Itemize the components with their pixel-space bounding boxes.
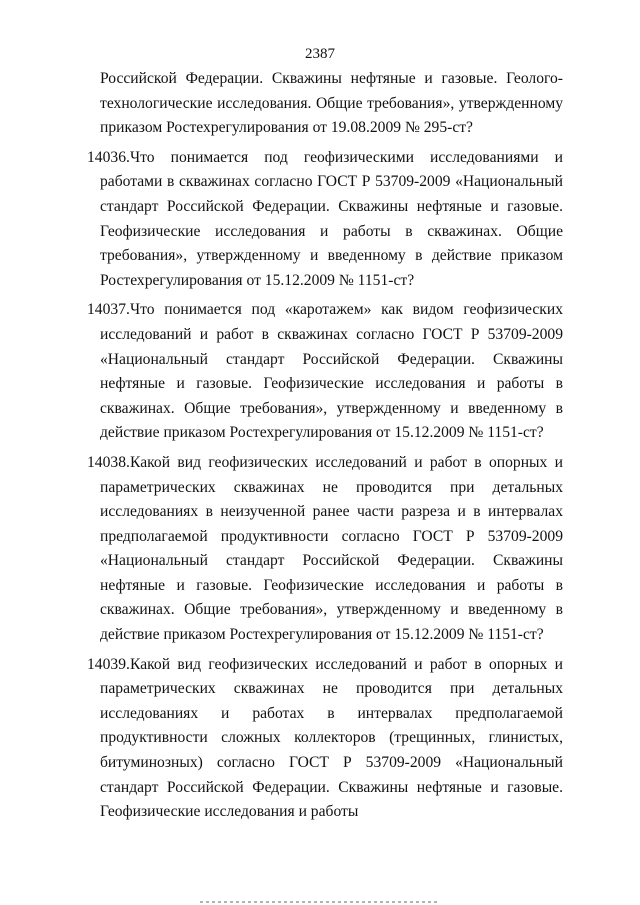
question-text: Какой вид геофизических исследований и работ в опорных и параметрических скважинах не проводится при детальных исследованиях и работах в интервалах предполагаемой продуктивности сложных коллекторов (трещинных, глинистых, битуминозных) согласно ГОСТ Р 53709-2009 «Национальный стандарт Российской Федерации. Скважины нефтяные и газовые. Геофизические исследования и работы (100, 655, 563, 821)
document-body (87, 67, 563, 825)
question-number: 14036. (87, 148, 130, 166)
question-14037 (87, 298, 563, 446)
question-14039 (87, 653, 563, 825)
question-text: Что понимается под «каротажем» как видом геофизических исследований и работ в скважинах согласно ГОСТ Р 53709-2009 «Национальный стандарт Российской Федерации. Скважины нефтяные и газовые. Геофизические исследования и работы в скважинах. Общие требования», утвержденному и введенному в действие приказом Ростехрегулирования от 15.12.2009 № 1151-ст? (100, 301, 563, 442)
question-14038 (87, 451, 563, 648)
scan-edge-mark (200, 901, 440, 903)
question-text: Какой вид геофизических исследований и работ в опорных и параметрических скважинах не проводится при детальных исследованиях в неизученной ранее части разреза и в интервалах предполагаемой продуктивности согласно ГОСТ Р 53709-2009 «Национальный стандарт Российской Федерации. Скважины нефтяные и газовые. Геофизические исследования и работы в скважинах. Общие требования», утвержденному и введенному в действие приказом Ростехрегулирования от 15.12.2009 № 1151-ст? (100, 453, 563, 644)
question-text: Что понимается под геофизическими исследованиями и работами в скважинах согласно ГОСТ Р 53709-2009 «Национальный стандарт Российской Федерации. Скважины нефтяные и газовые. Геофизические исследования и работы в скважинах. Общие требования», утвержденному и введенному в действие приказом Ростехрегулирования от 15.12.2009 № 1151-ст? (100, 148, 563, 289)
intro-paragraph: Российской Федерации. Скважины нефтяные и газовые. Геолого-технологические исследования. Общие требования», утвержденному приказом Ростехрегулирования от 19.08.2009 № 295-ст? (100, 70, 563, 137)
question-number: 14039. (87, 655, 130, 673)
question-number: 14037. (87, 301, 130, 319)
question-14036 (87, 146, 563, 294)
question-number: 14038. (87, 453, 130, 471)
page-number: 2387 (305, 46, 335, 62)
